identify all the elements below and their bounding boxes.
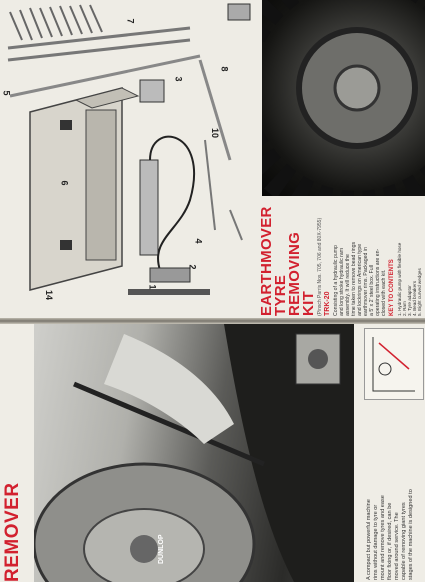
side-text-7: stages of the machine is designed to	[408, 489, 414, 580]
kit-title-line2: TYRE	[272, 274, 289, 316]
callout-7: 7	[125, 18, 136, 24]
curved-wedges	[10, 5, 102, 40]
kit-title-line1: EARTHMOVER	[258, 206, 275, 316]
callout-3: 3	[173, 76, 184, 82]
kit-subtitle: (Pinsch Parris Nos. 705, 706 and 80X-7955)	[317, 217, 323, 316]
tyre-remover-photo	[34, 324, 354, 582]
tyre-tread	[262, 0, 425, 196]
tool-kit-illustration	[0, 0, 262, 318]
kit-body-5: and lockrings on American type	[357, 243, 363, 316]
side-text-3: mount and remove tyres and ease	[380, 495, 386, 580]
key-item-2: 2. Ram	[402, 301, 407, 316]
side-text-5: moved around service. The	[394, 512, 400, 580]
callout-14: 14	[44, 289, 55, 301]
wheel-and-worker	[34, 324, 354, 582]
pry-bar	[200, 60, 230, 160]
tyre-lever	[10, 56, 200, 96]
callout-4: 4	[193, 238, 204, 244]
key-item-4: 4. Bead breakers	[412, 281, 417, 316]
kit-title-line3: REMOVING	[286, 231, 303, 316]
kit-description	[258, 200, 425, 318]
key-item-1: 1. Hydraulic pump with flexible hose	[397, 242, 402, 316]
kit-body-9: closed with each kit.	[381, 269, 387, 316]
callout-2: 2	[187, 264, 198, 270]
side-text-4: floor fixing or, if desired, can be	[387, 502, 393, 580]
key-item-3: 3. Tyre adaptor	[407, 285, 412, 316]
dunlop-label: DUNLOP	[158, 534, 165, 564]
key-to-contents-title: KEY TO CONTENTS	[389, 259, 395, 316]
bead-clamp	[140, 80, 164, 102]
kit-body-4: time taken to remove bead rings	[351, 241, 357, 316]
earthmover-tyre-photo	[262, 0, 425, 196]
steel-box	[30, 88, 138, 290]
kit-body-7: a 5' x 2' steel box. Full	[369, 265, 375, 316]
tyre-adaptor	[228, 4, 250, 20]
callout-1: 1	[147, 284, 158, 290]
tyre-lever	[8, 40, 190, 60]
key-item-5: 5. Eight curved wedges	[417, 268, 422, 316]
kit-body-2: and long stroke hydraulic ram	[339, 247, 345, 316]
bottom-page	[0, 324, 425, 582]
kit-body-1: Consisting of a hydraulic pump	[333, 245, 339, 316]
callout-5: 5	[1, 90, 12, 96]
callout-10: 10	[210, 127, 221, 139]
tyre-lever	[8, 28, 190, 48]
callout-8: 8	[219, 66, 230, 72]
remover-heading: REMOVER	[2, 482, 23, 582]
kit-body-6: earthmover rims. Packaged in	[363, 247, 369, 316]
kit-code: TRK-20	[324, 291, 331, 316]
side-text-6: capable of removing giant tyres	[401, 502, 407, 580]
kit-title-line4: KIT	[300, 290, 317, 316]
callout-6: 6	[59, 180, 70, 186]
side-text-2: rims without damage to tyre or	[373, 504, 379, 580]
bead-breaker	[205, 140, 215, 230]
side-text-1: A compact but powerful machine	[366, 499, 372, 580]
spanner	[230, 210, 242, 240]
kit-body-8: operating instructions are en-	[375, 248, 381, 316]
hydraulic-pump	[140, 137, 194, 282]
kit-body-3: assembly. It will reduce the	[345, 254, 351, 316]
